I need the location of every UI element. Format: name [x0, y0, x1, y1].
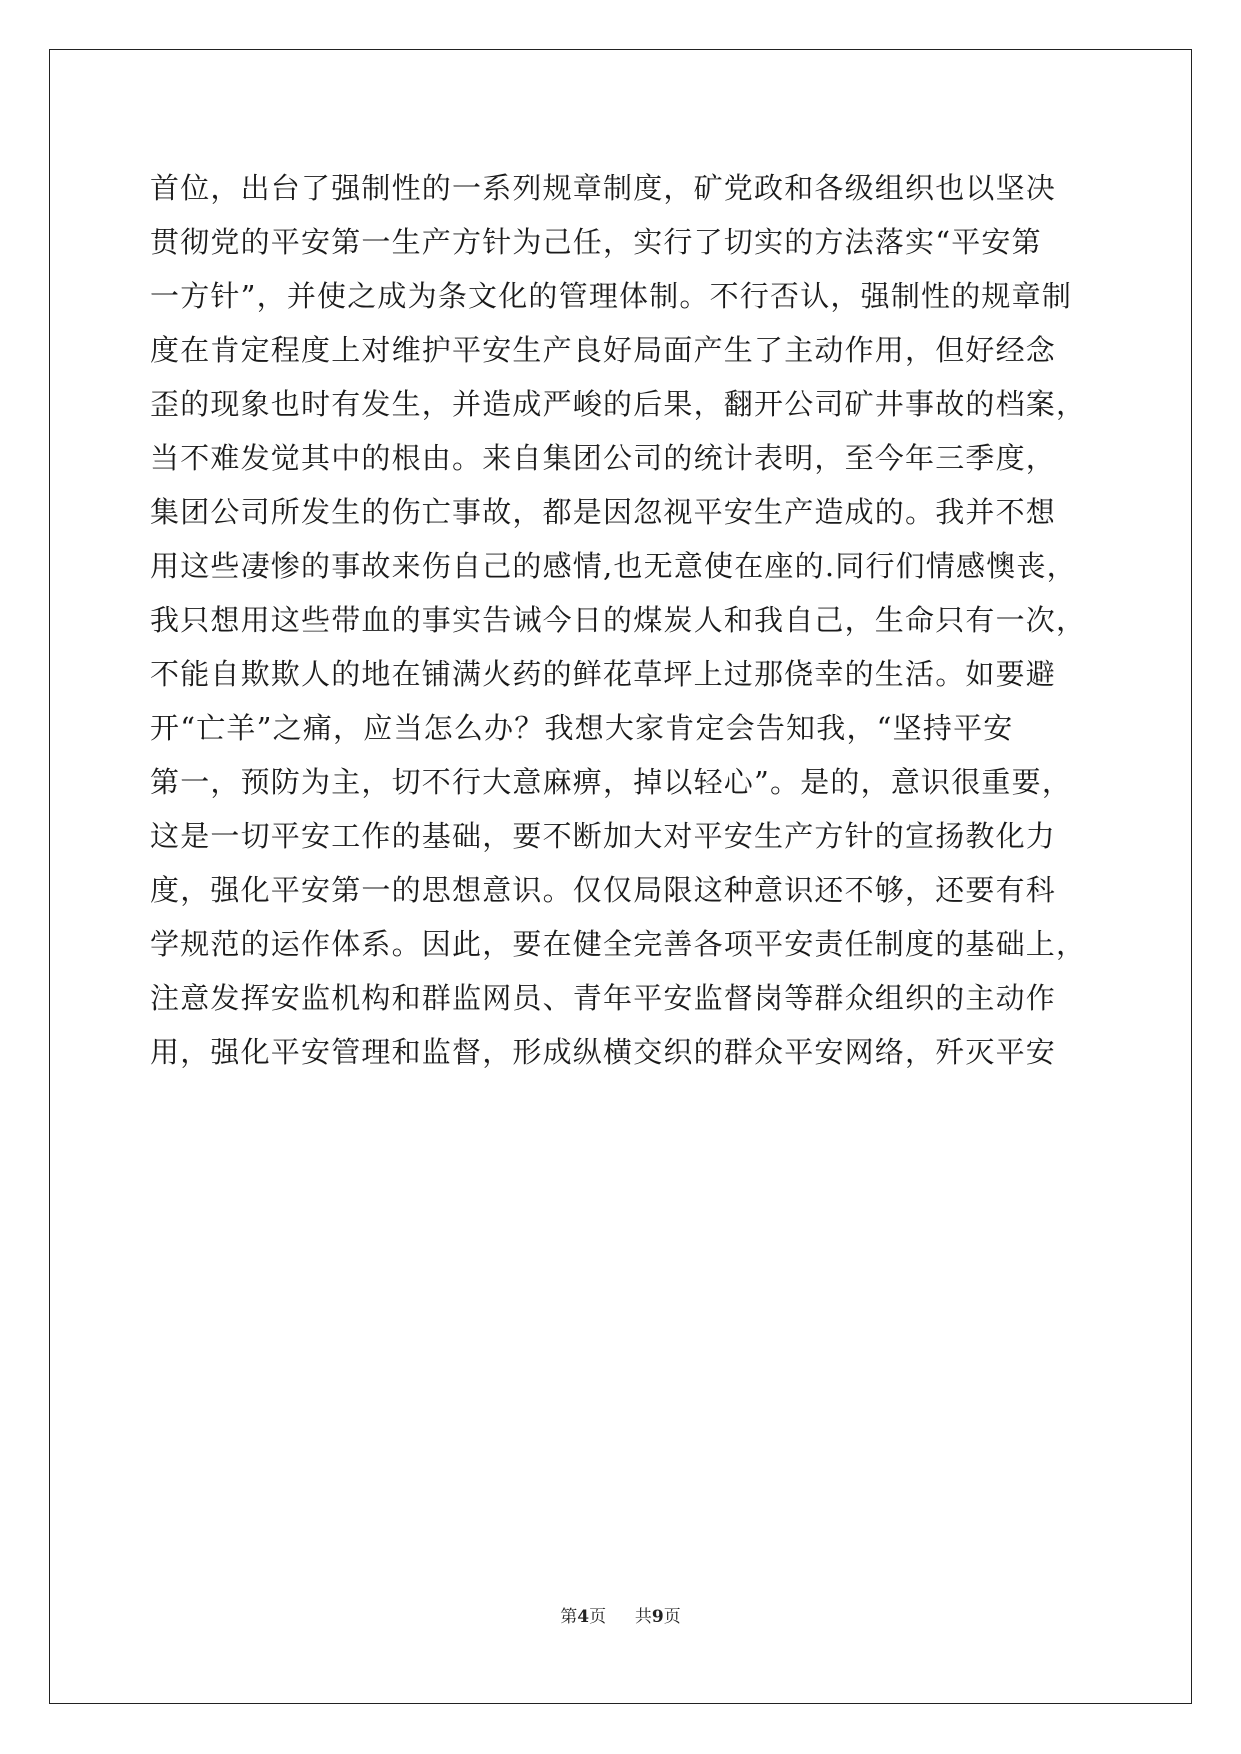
page-number-prefix: 第 — [560, 1607, 578, 1627]
text-line: 首位，出台了强制性的一系列规章制度，矿党政和各级组织也以坚决 — [150, 171, 1057, 205]
text-line: 第一，预防为主，切不行大意麻痹，掉以轻心”。是的，意识很重要， — [150, 765, 1073, 799]
total-pages: 9 — [651, 1607, 664, 1627]
text-line: 我只想用这些带血的事实告诫今日的煤炭人和我自己，生命只有一次， — [150, 603, 1087, 637]
text-line: 度，强化平安第一的思想意识。仅仅局限这种意识还不够，还要有科 — [150, 873, 1057, 907]
text-line: 贯彻党的平安第一生产方针为己任，实行了切实的方法落实“平安第 — [150, 225, 1042, 259]
text-line: 集团公司所发生的伤亡事故，都是因忽视平安生产造成的。我并不想 — [150, 495, 1057, 529]
text-line: 学规范的运作体系。因此，要在健全完善各项平安责任制度的基础上， — [150, 927, 1087, 961]
text-line: 度在肯定程度上对维护平安生产良好局面产生了主动作用，但好经念 — [150, 333, 1057, 367]
text-line: 注意发挥安监机构和群监网员、青年平安监督岗等群众组织的主动作 — [150, 981, 1057, 1015]
page-number: 4 — [577, 1607, 590, 1627]
text-line: 用这些凄惨的事故来伤自己的感情,也无意使在座的.同行们情感懊丧， — [150, 549, 1077, 583]
text-line: 开“亡羊”之痛，应当怎么办？我想大家肯定会告知我，“坚持平安 — [150, 711, 1014, 745]
text-line: 一方针”，并使之成为条文化的管理体制。不行否认，强制性的规章制 — [150, 279, 1073, 313]
total-pages-prefix: 共 — [634, 1607, 652, 1627]
text-line: 用，强化平安管理和监督，形成纵横交织的群众平安网络，歼灭平安 — [150, 1035, 1057, 1069]
text-line: 这是一切平安工作的基础，要不断加大对平安生产方针的宣扬教化力 — [150, 819, 1057, 853]
text-line: 当不难发觉其中的根由。来自集团公司的统计表明，至今年三季度， — [150, 441, 1057, 475]
body-text — [150, 161, 1090, 1079]
text-line: 不能自欺欺人的地在铺满火药的鲜花草坪上过那侥幸的生活。如要避 — [150, 657, 1057, 691]
total-pages-suffix: 页 — [663, 1607, 681, 1627]
text-line: 歪的现象也时有发生，并造成严峻的后果，翻开公司矿井事故的档案， — [150, 387, 1087, 421]
page-number-suffix: 页 — [589, 1607, 607, 1627]
page-footer — [0, 1602, 1241, 1627]
